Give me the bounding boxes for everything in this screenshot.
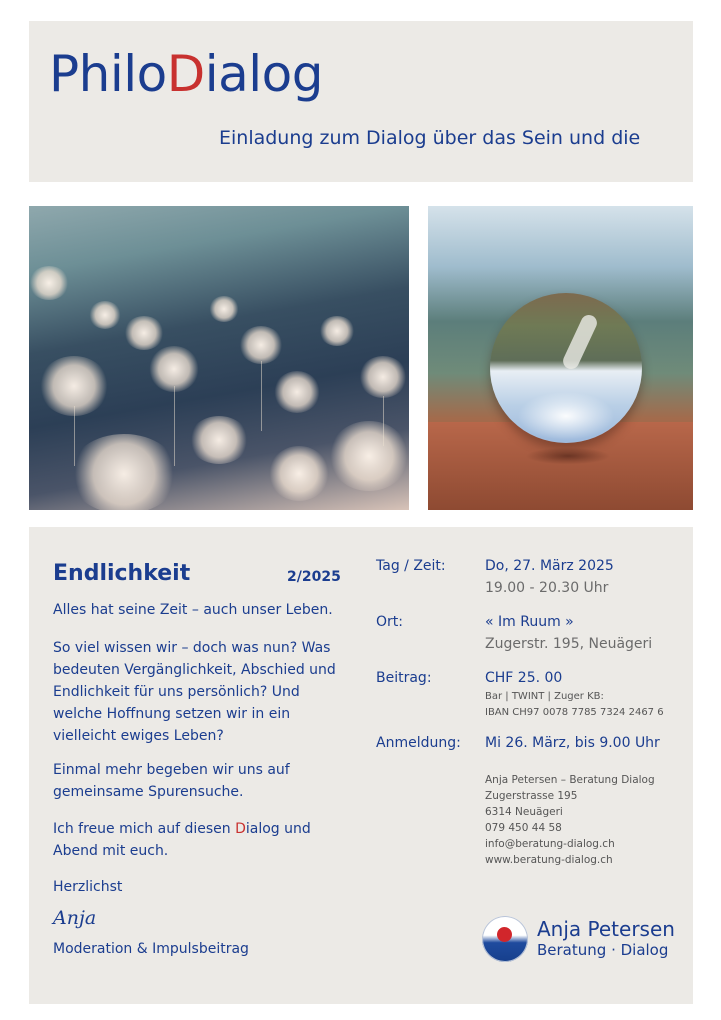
fee-value: CHF 25. 00 (485, 670, 563, 686)
date-label: Tag / Zeit: (376, 558, 446, 574)
logo-tagline: Beratung · Dialog (537, 941, 669, 959)
place-address: Zugerstr. 195, Neuägeri (485, 636, 653, 652)
place-label: Ort: (376, 614, 403, 630)
registration-label: Anmeldung: (376, 735, 461, 751)
date-value: Do, 27. März 2025 (485, 558, 614, 574)
contact-block (485, 772, 655, 868)
search-text: Einmal mehr begeben wir uns auf gemeinsame Spurensuche. (53, 762, 290, 800)
contact-city: 6314 Neuägeri (485, 806, 563, 818)
event-title: Endlichkeit (53, 561, 191, 586)
dandelion-photo (29, 206, 409, 510)
glass-ball-photo (428, 206, 693, 510)
info-panel (29, 527, 693, 1004)
closing-text (53, 818, 353, 862)
glass-ball (490, 293, 642, 443)
brand-part1: Philo (49, 45, 167, 103)
brand-title (49, 45, 323, 103)
contact-street: Zugerstrasse 195 (485, 790, 578, 802)
place-name: « Im Ruum » (485, 614, 574, 630)
iban: IBAN CH97 0078 7785 7324 2467 6 (485, 707, 664, 718)
role: Moderation & Impulsbeitrag (53, 941, 249, 957)
registration-value: Mi 26. März, bis 9.00 Uhr (485, 735, 660, 751)
contact-website[interactable]: www.beratung-dialog.ch (485, 854, 613, 866)
brand-accent: D (166, 45, 205, 103)
question-text: So viel wissen wir – doch was nun? Was bedeuten Vergänglichkeit, Abschied und Endlichkeit für uns persönlich? Und welche Hoffnung setzen wir in ein vielleicht ewiges Leben? (53, 640, 336, 744)
fee-label: Beitrag: (376, 670, 432, 686)
header-panel (29, 21, 693, 182)
greeting: Herzlichst (53, 879, 123, 895)
contact-name: Anja Petersen – Beratung Dialog (485, 774, 655, 786)
contact-email[interactable]: info@beratung-dialog.ch (485, 838, 615, 850)
contact-phone[interactable]: 079 450 44 58 (485, 822, 562, 834)
closing-part1: Ich freue mich auf diesen (53, 821, 236, 837)
closing-accent: D (235, 821, 246, 837)
closing-part2: ialog und Abend mit euch. (53, 821, 311, 859)
brand-part2: ialog (204, 45, 323, 103)
issue-number: 2/2025 (287, 569, 341, 585)
fee-methods: Bar | TWINT | Zuger KB: (485, 691, 604, 702)
signature: Anja (53, 907, 97, 929)
intro-text: Alles hat seine Zeit – auch unser Leben. (53, 602, 333, 618)
subtitle: Einladung zum Dialog über das Sein und die (219, 127, 641, 149)
logo-icon (482, 916, 528, 962)
logo-name: Anja Petersen (537, 917, 675, 941)
time-value: 19.00 - 20.30 Uhr (485, 580, 609, 596)
